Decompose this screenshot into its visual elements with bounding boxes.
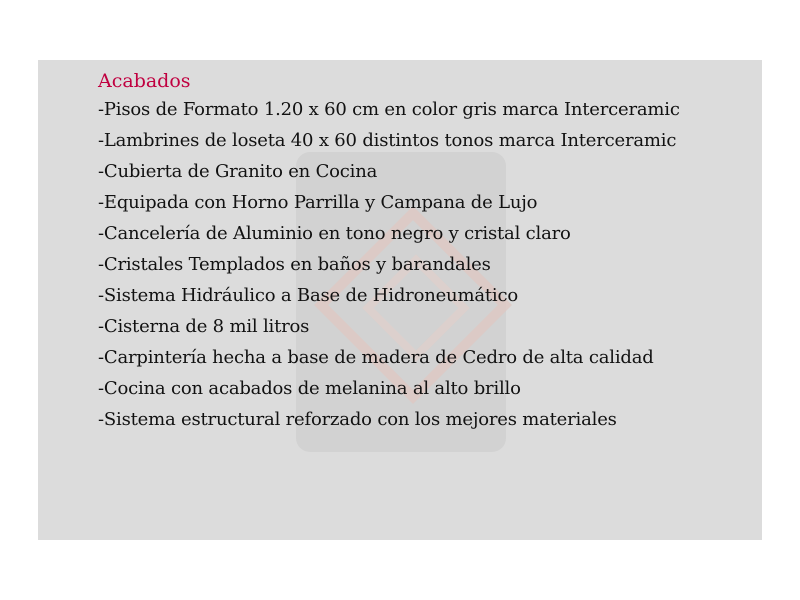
list-item: -Cristales Templados en baños y barandales	[98, 254, 491, 275]
list-item: -Carpintería hecha a base de madera de Cedro de alta calidad	[98, 347, 654, 368]
list-item: -Cocina con acabados de melanina al alto brillo	[98, 378, 521, 399]
list-item: -Sistema Hidráulico a Base de Hidroneumático	[98, 285, 518, 306]
slide-panel	[38, 60, 762, 540]
list-item: -Equipada con Horno Parrilla y Campana de Lujo	[98, 192, 538, 213]
section-title: Acabados	[98, 70, 191, 92]
content-area	[98, 68, 738, 439]
list-item: -Cisterna de 8 mil litros	[98, 316, 310, 337]
list-item: -Pisos de Formato 1.20 x 60 cm en color gris marca Interceramic	[98, 99, 680, 120]
list-item: -Cancelería de Aluminio en tono negro y cristal claro	[98, 223, 571, 244]
list-item: -Sistema estructural reforzado con los mejores materiales	[98, 409, 617, 430]
list-item: -Cubierta de Granito en Cocina	[98, 161, 378, 182]
list-item: -Lambrines de loseta 40 x 60 distintos tonos marca Interceramic	[98, 130, 677, 151]
